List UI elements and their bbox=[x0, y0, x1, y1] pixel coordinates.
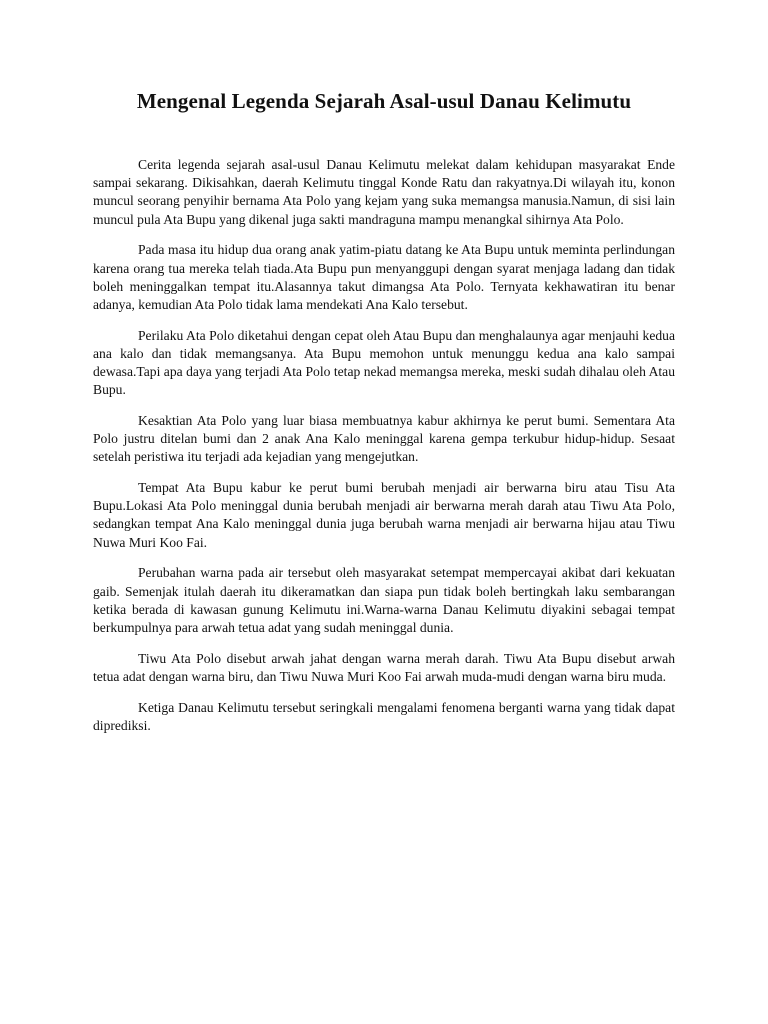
paragraph-1: Cerita legenda sejarah asal-usul Danau Kelimutu melekat dalam kehidupan masyarakat Ende sampai sekarang. Dikisahkan, daerah Kelimutu tinggal Konde Ratu dan rakyatnya.Di wilayah itu, konon muncul seorang penyihir bernama Ata Polo yang kejam yang suka memangsa manusia.Namun, di sisi lain muncul pula Ata Bupu yang dikenal juga sakti mandraguna mampu menangkal sihirnya Ata Polo. bbox=[93, 157, 675, 227]
paragraph-6: Perubahan warna pada air tersebut oleh masyarakat setempat mempercayai akibat dari kekuatan gaib. Semenjak itulah daerah itu dikeramatkan dan siapa pun tidak boleh bertingkah laku sembarangan ketika berada di kawasan gunung Kelimutu ini.Warna-warna Danau Kelimutu diyakini sebagai tempat berkumpulnya para arwah tetua adat yang sudah meninggal dunia. bbox=[93, 565, 675, 635]
paragraph-2: Pada masa itu hidup dua orang anak yatim-piatu datang ke Ata Bupu untuk meminta perlindungan karena orang tua mereka telah tiada.Ata Bupu pun menyanggupi dengan syarat menjaga ladang dan tidak boleh meninggalkan tempat itu.Alasannya takut dimangsa Ata Polo. Ternyata kekhawatiran itu benar adanya, kemudian Ata Polo tidak lama mendekati Ana Kalo tersebut. bbox=[93, 242, 675, 312]
paragraph-5: Tempat Ata Bupu kabur ke perut bumi berubah menjadi air berwarna biru atau Tisu Ata Bupu.Lokasi Ata Polo meninggal dunia berubah menjadi air berwarna merah darah atau Tiwu Ata Polo, sedangkan tempat Ana Kalo meninggal dunia juga berubah warna menjadi air berwarna hijau atau Tiwu Nuwa Muri Koo Fai. bbox=[93, 480, 675, 550]
paragraph-8: Ketiga Danau Kelimutu tersebut seringkali mengalami fenomena berganti warna yang tidak dapat diprediksi. bbox=[93, 699, 675, 733]
paragraph-4: Kesaktian Ata Polo yang luar biasa membuatnya kabur akhirnya ke perut bumi. Sementara Ata Polo justru ditelan bumi dan 2 anak Ana Kalo meninggal karena gempa terkubur hidup-hidup. Sesaat setelah peristiwa itu terjadi ada kejadian yang mengejutkan. bbox=[93, 412, 675, 465]
document-title: Mengenal Legenda Sejarah Asal-usul Danau Kelimutu bbox=[136, 89, 632, 113]
paragraph-3: Perilaku Ata Polo diketahui dengan cepat oleh Atau Bupu dan menghalaunya agar menjauhi kedua ana kalo dan tidak memangsanya. Ata Bupu memohon untuk menunggu kedua ana kalo sampai dewasa.Tapi apa daya yang terjadi Ata Polo tetap nekad memangsa mereka, meski sudah dihalau oleh Atau Bupu. bbox=[93, 327, 675, 398]
document-body bbox=[93, 156, 675, 747]
paragraph-7: Tiwu Ata Polo disebut arwah jahat dengan warna merah darah. Tiwu Ata Bupu disebut arwah tetua adat dengan warna biru, dan Tiwu Nuwa Muri Koo Fai arwah muda-mudi dengan warna biru muda. bbox=[93, 650, 675, 684]
